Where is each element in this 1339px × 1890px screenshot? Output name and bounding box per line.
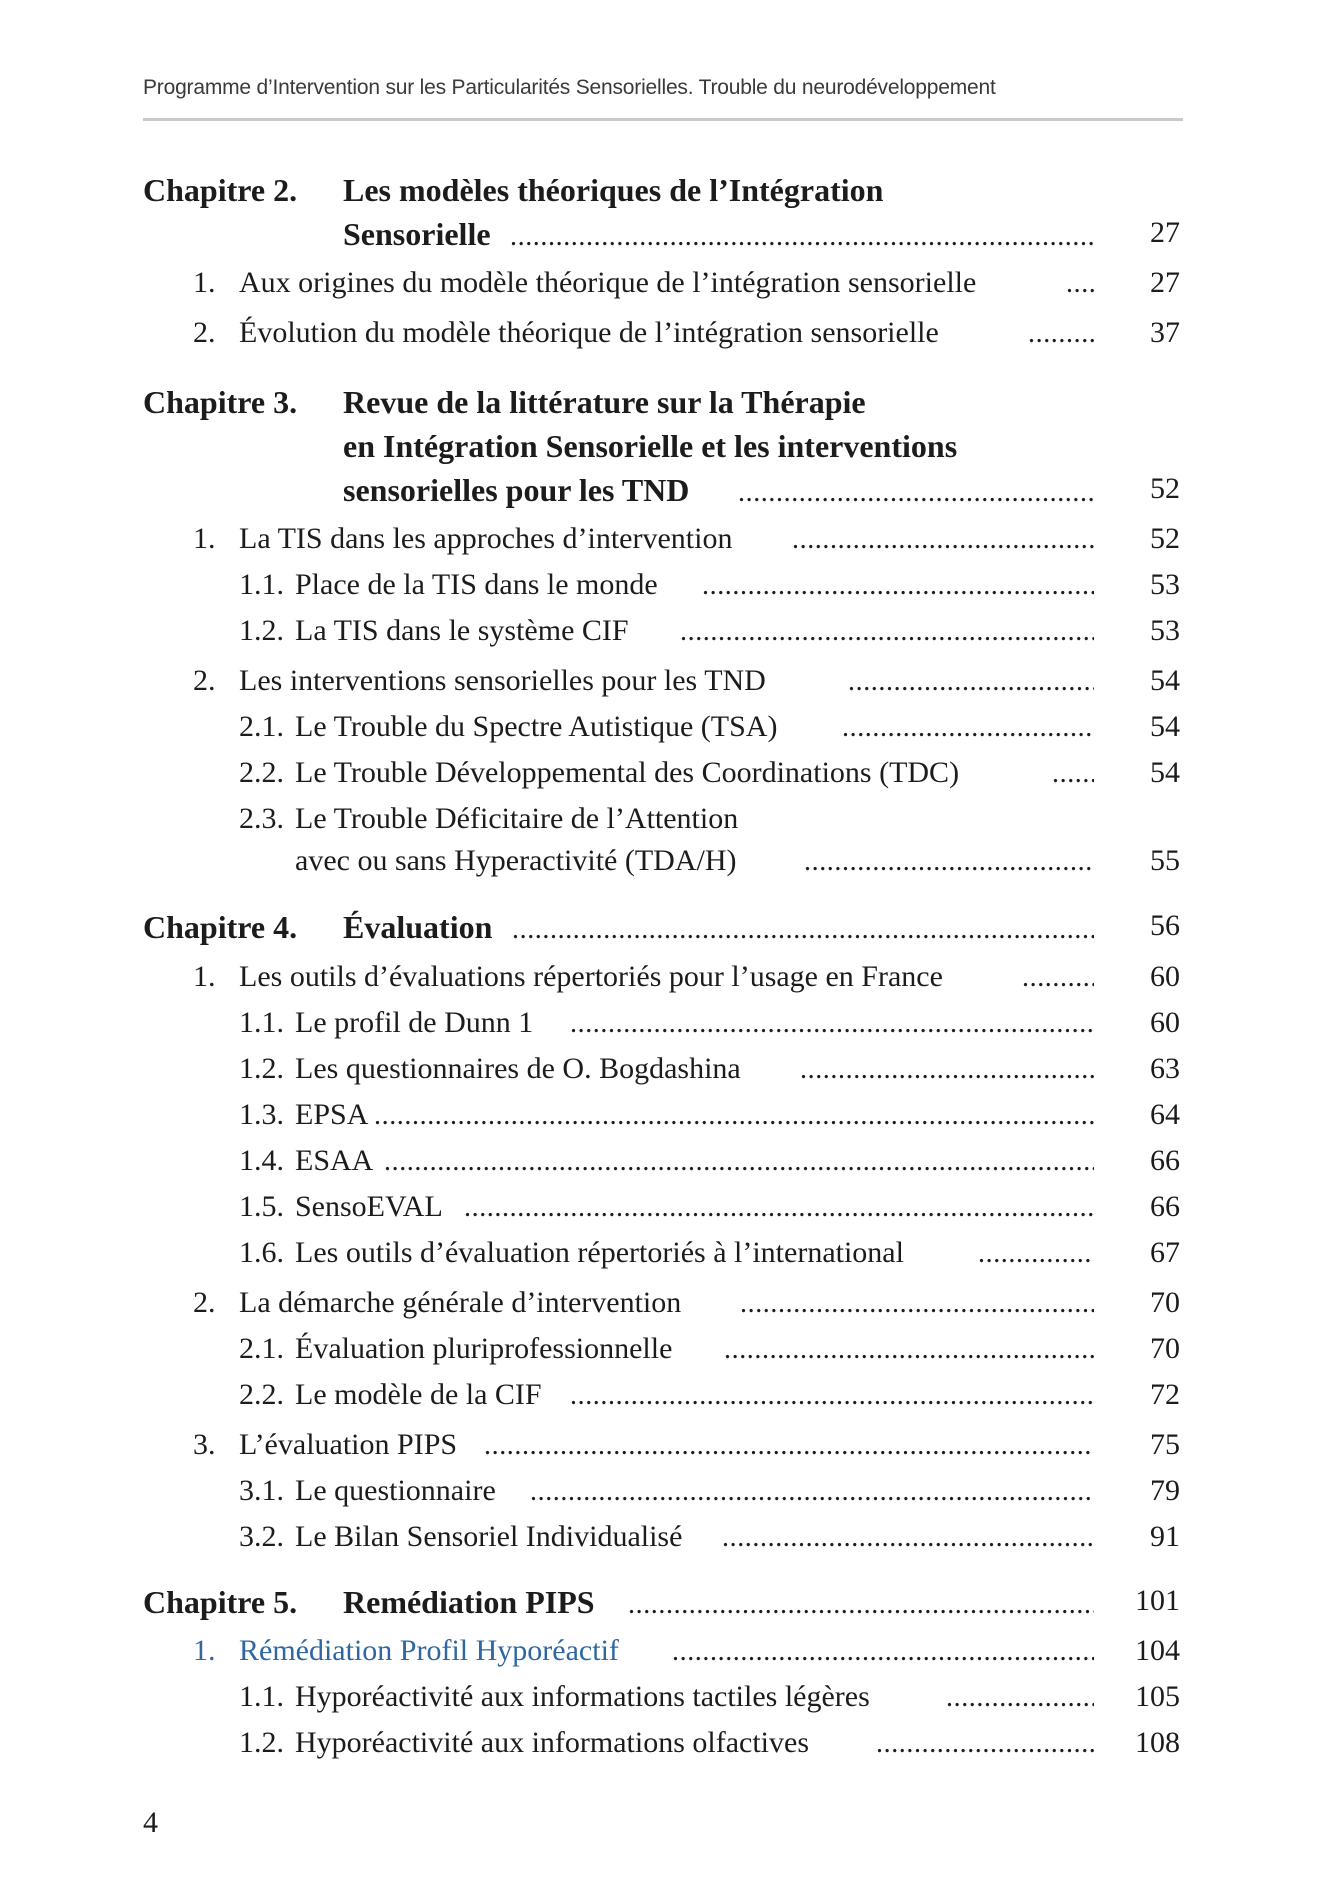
chapter-label: Chapitre 4. [143,909,298,945]
page-number: 63 [1150,1052,1180,1085]
entry-title: ESAA [295,1144,374,1177]
page-number: 108 [1135,1726,1180,1759]
entry-title: Le modèle de la CIF [295,1378,542,1411]
entry-title: Évolution du modèle théorique de l’intégration sensorielle [239,316,939,349]
header-rule [143,118,1183,121]
chapter-title: Remédiation PIPS [343,1584,595,1620]
page-number: 67 [1150,1236,1180,1269]
entry-title: Les interventions sensorielles pour les TND [239,664,766,697]
entry-number: 1.6. [239,1236,284,1269]
folio-page-number: 4 [143,1806,158,1839]
entry-title: Hyporéactivité aux informations tactiles légères [295,1680,870,1713]
chapter-label: Chapitre 5. [143,1584,298,1620]
chapter-label: Chapitre 2. [143,172,298,208]
entry-number: 2.1. [239,710,284,743]
dot-leader [464,1190,1094,1224]
page-number: 53 [1150,614,1180,647]
dot-leader [702,568,1094,602]
entry-title: La TIS dans les approches d’intervention [239,522,733,555]
page-number: 56 [1150,909,1180,942]
entry-title: Le profil de Dunn 1 [295,1006,534,1039]
entry-number: 1.2. [239,1052,284,1085]
page-number: 52 [1150,522,1180,555]
entry-title: Le questionnaire [295,1474,496,1507]
dot-leader [724,1332,1094,1366]
chapter-title: Évaluation [343,909,493,945]
entry-title: Le Bilan Sensoriel Individualisé [295,1520,683,1553]
entry-title: Place de la TIS dans le monde [295,568,658,601]
dot-leader [680,614,1094,648]
entry-number: 2. [193,1286,216,1319]
page-number: 66 [1150,1144,1180,1177]
entry-number: 1. [193,960,216,993]
entry-title: Hyporéactivité aux informations olfactives [295,1726,809,1759]
dot-leader [738,472,1094,509]
entry-number: 1.3. [239,1098,284,1131]
page-number: 72 [1150,1378,1180,1411]
dot-leader [740,1286,1094,1320]
dot-leader [384,1144,1094,1178]
chapter-label: Chapitre 3. [143,384,298,420]
entry-number: 1. [193,522,216,555]
page-number: 105 [1135,1680,1180,1713]
page-number: 60 [1150,1006,1180,1039]
entry-number: 1.1. [239,568,284,601]
page-number: 55 [1150,844,1180,877]
page-number: 66 [1150,1190,1180,1223]
entry-number: 2.2. [239,1378,284,1411]
entry-number: 2.2. [239,756,284,789]
page-number: 27 [1150,216,1180,249]
entry-number: 3. [193,1428,216,1461]
entry-number: 3.2. [239,1520,284,1553]
entry-number: 2.1. [239,1332,284,1365]
page-number: 70 [1150,1332,1180,1365]
entry-title: Évaluation pluriprofessionnelle [295,1332,673,1365]
dot-leader [848,664,1094,698]
entry-number: 1.1. [239,1006,284,1039]
page-number: 70 [1150,1286,1180,1319]
entry-number: 1. [193,1634,216,1667]
dot-leader [672,1634,1094,1668]
entry-number: 1.4. [239,1144,284,1177]
chapter-title: Revue de la littérature sur la Thérapie [343,384,866,420]
entry-number: 2. [193,316,216,349]
page-number: 27 [1150,266,1180,299]
chapter-title: Les modèles théoriques de l’Intégration [343,172,884,208]
entry-title: La TIS dans le système CIF [295,614,629,647]
page-number: 104 [1135,1634,1180,1667]
entry-title: L’évaluation PIPS [239,1428,458,1461]
page-number: 53 [1150,568,1180,601]
entry-title: Le Trouble Déficitaire de l’Attention [295,802,739,835]
entry-number: 1.2. [239,1726,284,1759]
page-number: 52 [1150,472,1180,505]
dot-leader [570,1378,1094,1412]
entry-number: 1. [193,266,216,299]
dot-leader [484,1428,1094,1462]
chapter-title: en Intégration Sensorielle et les interventions [343,428,958,464]
dot-leader [570,1006,1094,1040]
entry-title: La démarche générale d’intervention [239,1286,682,1319]
dot-leader [374,1098,1094,1132]
page-number: 54 [1150,664,1180,697]
entry-number: 1.1. [239,1680,284,1713]
entry-title: avec ou sans Hyperactivité (TDA/H) [295,844,737,877]
entry-number: 1.5. [239,1190,284,1223]
entry-title: SensoEVAL [295,1190,443,1223]
entry-title-link[interactable]: Rémédiation Profil Hyporéactif [239,1634,619,1667]
page-number: 75 [1150,1428,1180,1461]
dot-leader [804,844,1094,878]
page-number: 54 [1150,756,1180,789]
dot-leader [842,710,1094,744]
page-number: 64 [1150,1098,1180,1131]
page-number: 79 [1150,1474,1180,1507]
chapter-title: Sensorielle [343,216,491,252]
entry-title: Les questionnaires de O. Bogdashina [295,1052,741,1085]
entry-title: EPSA [295,1098,369,1131]
entry-number: 2.3. [239,802,284,835]
running-head: Programme d’Intervention sur les Particularités Sensorielles. Trouble du neurodéveloppement [143,76,996,99]
dot-leader [510,216,1094,253]
dot-leader [628,1584,1094,1621]
entry-number: 1.2. [239,614,284,647]
page-number: 91 [1150,1520,1180,1553]
entry-number: 2. [193,664,216,697]
entry-title: Les outils d’évaluations répertoriés pour l’usage en France [239,960,943,993]
dot-leader [800,1052,1094,1086]
entry-title: Les outils d’évaluation répertoriés à l’international [295,1236,904,1269]
page-number: 101 [1135,1584,1180,1617]
dot-leader [530,1474,1094,1508]
entry-title: Le Trouble du Spectre Autistique (TSA) [295,710,778,743]
page-number: 54 [1150,710,1180,743]
entry-number: 3.1. [239,1474,284,1507]
entry-title: Le Trouble Développemental des Coordinations (TDC) [295,756,960,789]
dot-leader [512,909,1094,946]
chapter-title: sensorielles pour les TND [343,472,690,508]
page-number: 60 [1150,960,1180,993]
entry-title: Aux origines du modèle théorique de l’intégration sensorielle [239,266,977,299]
page-number: 37 [1150,316,1180,349]
dot-leader [792,522,1094,556]
dot-leader [722,1520,1094,1554]
